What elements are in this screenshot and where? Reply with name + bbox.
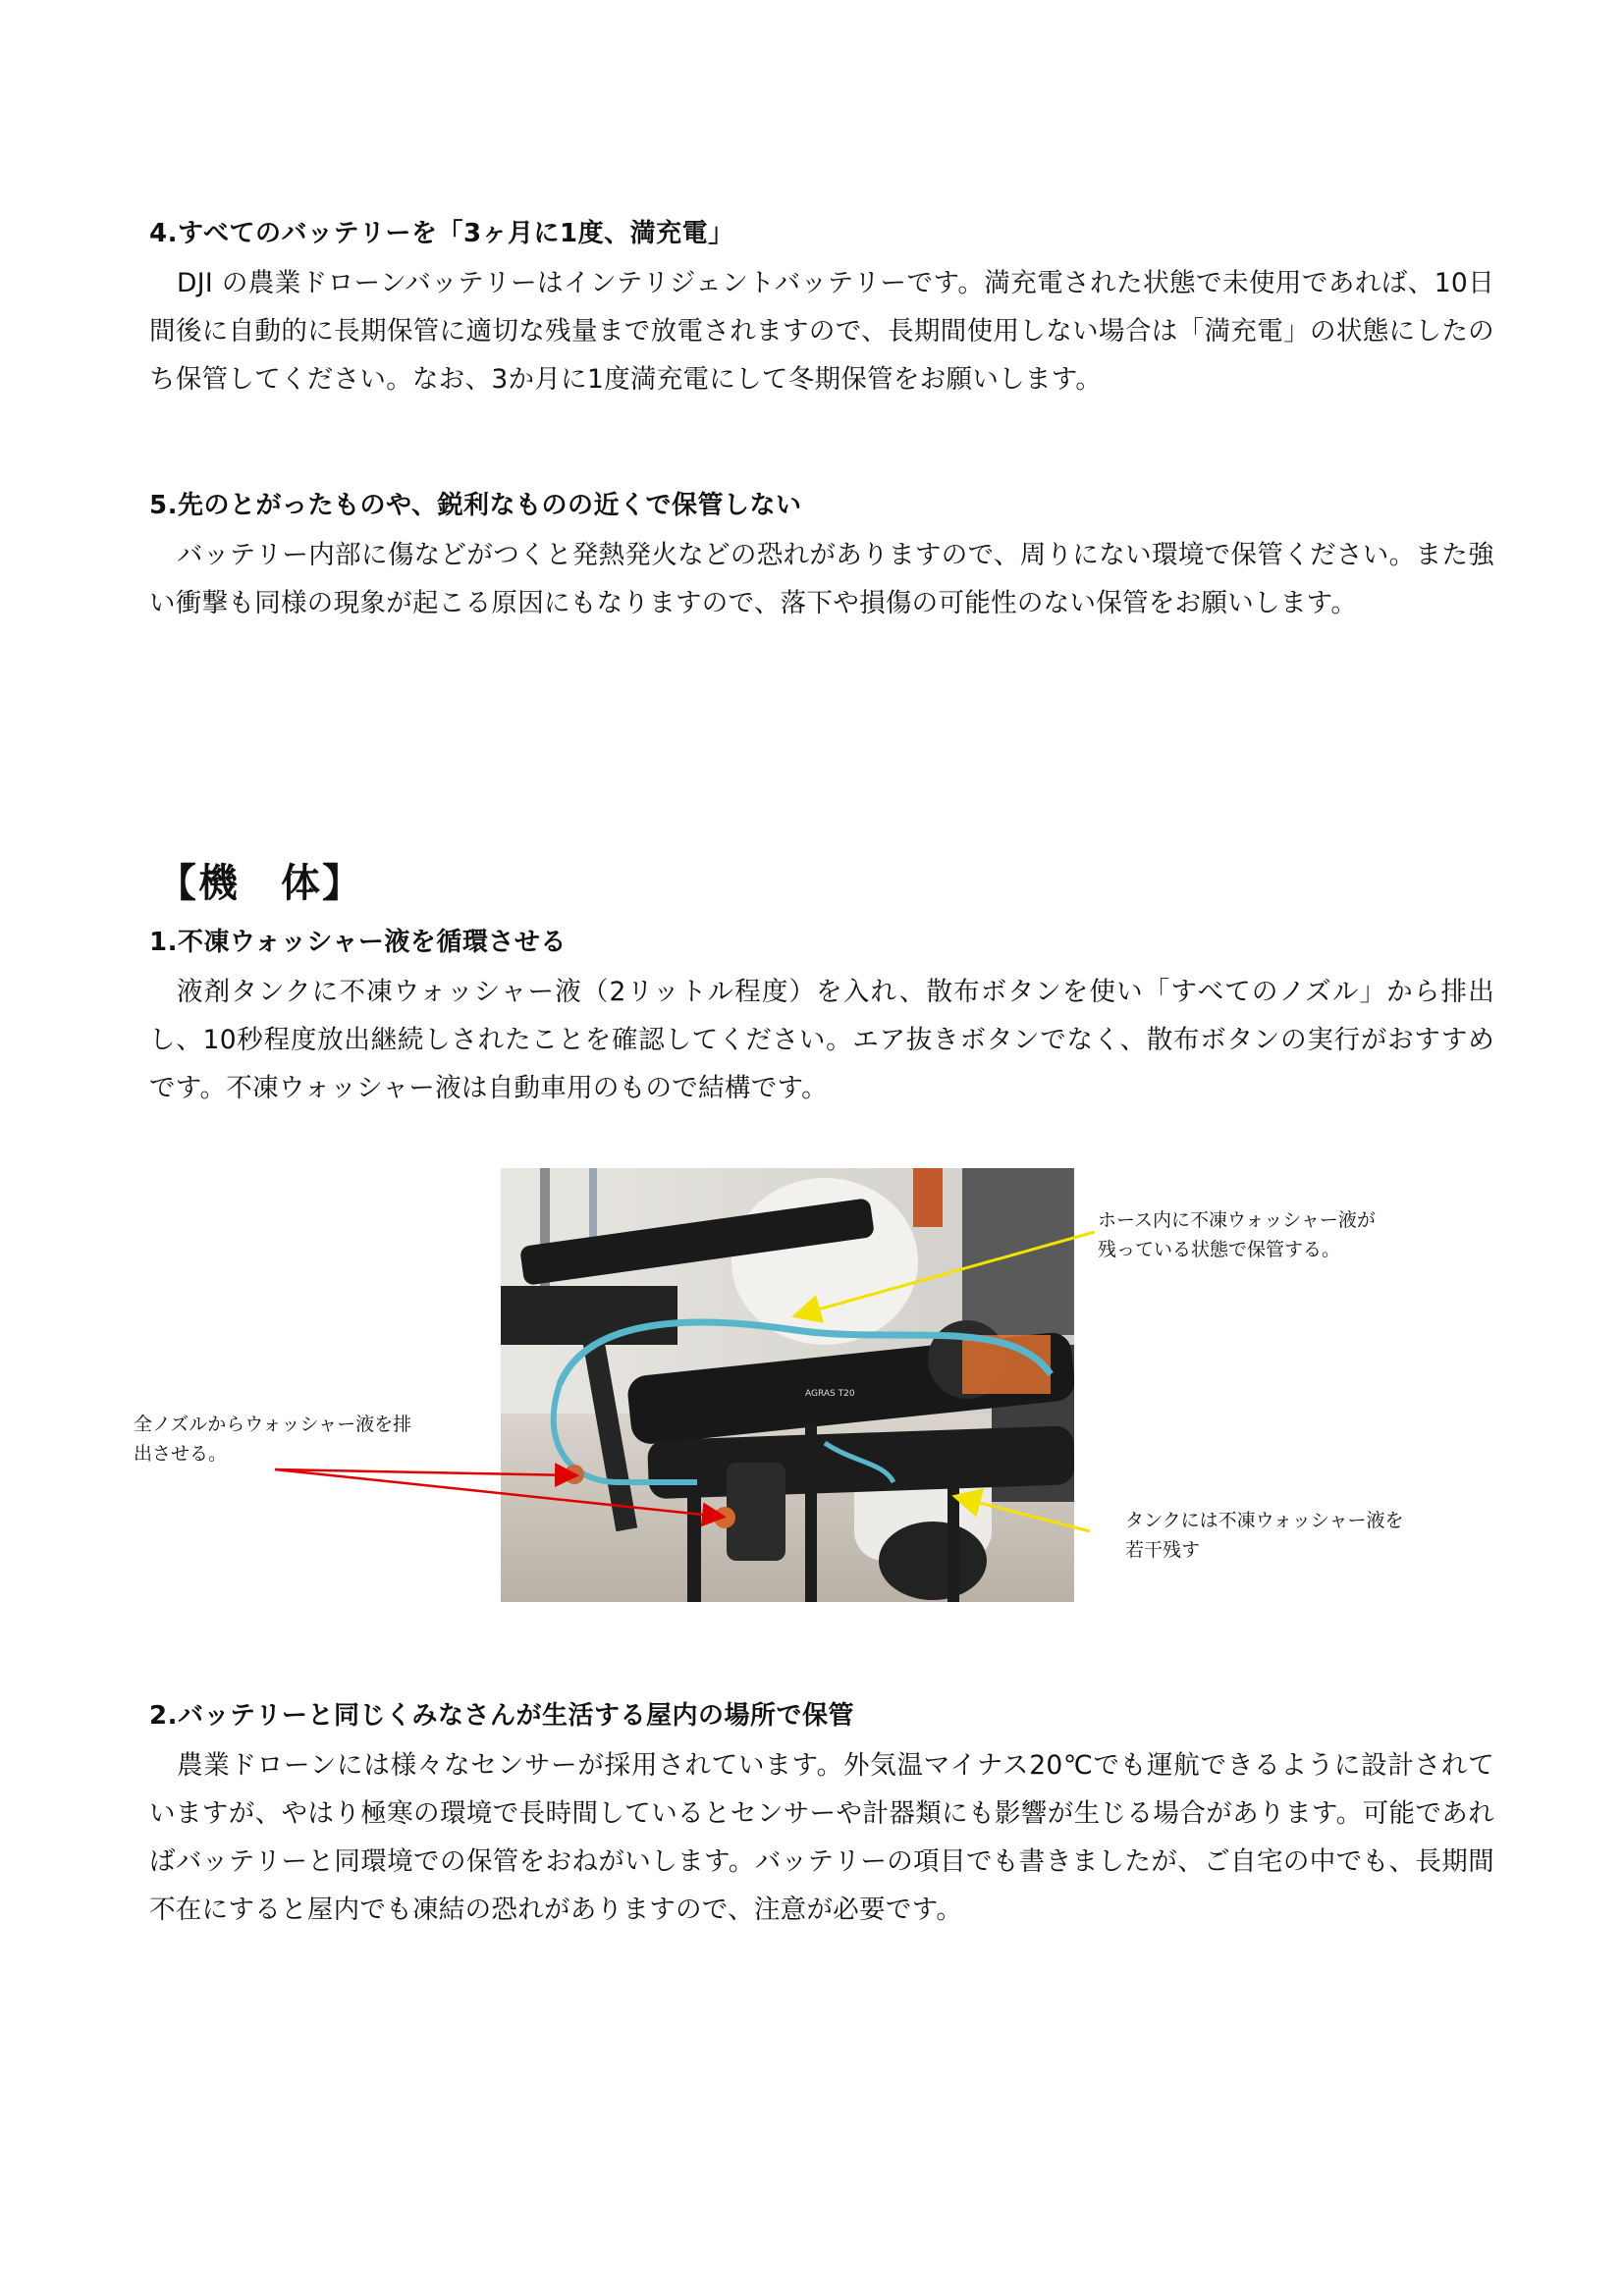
- callout-hose: [1098, 1205, 1376, 1264]
- section-heading: 1.不凍ウォッシャー液を循環させる: [149, 928, 567, 957]
- airframe-section-1: [149, 923, 1494, 1112]
- drone-model-label: AGRAS T20: [805, 1389, 855, 1399]
- section-body: 農業ドローンには様々なセンサーが採用されています。外気温マイナス20℃でも運航できるように設計されていますが、やはり極寒の環境で長時間しているとセンサーや計器類にも影響が生じる場合があります。可能であればバッテリーと同環境での保管をおねがいします。バッテリーの項目でも書きましたが、ご自宅の中でも、長期間不在にすると屋内でも凍結の恐れがありますので、注意が必要です。: [149, 1750, 1494, 1925]
- callout-line: 全ノズルからウォッシャー液を排: [134, 1414, 412, 1435]
- section-heading: 4.すべてのバッテリーを「3ヶ月に1度、満充電」: [149, 219, 734, 248]
- airframe-title: 【機 体】: [157, 861, 363, 906]
- callout-line: 若干残す: [1125, 1539, 1201, 1561]
- section-body: バッテリー内部に傷などがつくと発熱発火などの恐れがありますので、周りにない環境で保管ください。また強い衝撃も同様の現象が起こる原因にもなりますので、落下や損傷の可能性のない保管をお願いします。: [149, 540, 1494, 618]
- callout-line: ホース内に不凍ウォッシャー液が: [1098, 1209, 1376, 1231]
- section-heading: 2.バッテリーと同じくみなさんが生活する屋内の場所で保管: [149, 1701, 854, 1731]
- battery-section-5: [149, 486, 1494, 627]
- callout-line: タンクには不凍ウォッシャー液を: [1125, 1510, 1404, 1531]
- callout-line: 出させる。: [134, 1443, 228, 1465]
- callout-line: 残っている状態で保管する。: [1098, 1239, 1341, 1260]
- airframe-section-2: [149, 1696, 1494, 1934]
- drone-illustration: [501, 1168, 1074, 1602]
- callout-nozzle: [134, 1410, 411, 1468]
- section-heading: 5.先のとがったものや、鋭利なものの近くで保管しない: [149, 491, 802, 520]
- airframe-title-block: [157, 856, 1502, 911]
- section-body: 液剤タンクに不凍ウォッシャー液（2リットル程度）を入れ、散布ボタンを使い「すべてのノズル」から排出し、10秒程度放出継続しされたことを確認してください。エア抜きボタンでなく、散布ボタンの実行がおすすめです。不凍ウォッシャー液は自動車用のもので結構です。: [149, 977, 1494, 1103]
- battery-section-4: [149, 214, 1494, 403]
- section-body: DJI の農業ドローンバッテリーはインテリジェントバッテリーです。満充電された状態で未使用であれば、10日間後に自動的に長期保管に適切な残量まで放電されますので、長期間使用しない場合は「満充電」の状態にしたのち保管してください。なお、3か月に1度満充電にして冬期保管をお願いします。: [149, 268, 1494, 395]
- callout-tank: [1125, 1506, 1403, 1565]
- drone-photo: [501, 1168, 1074, 1602]
